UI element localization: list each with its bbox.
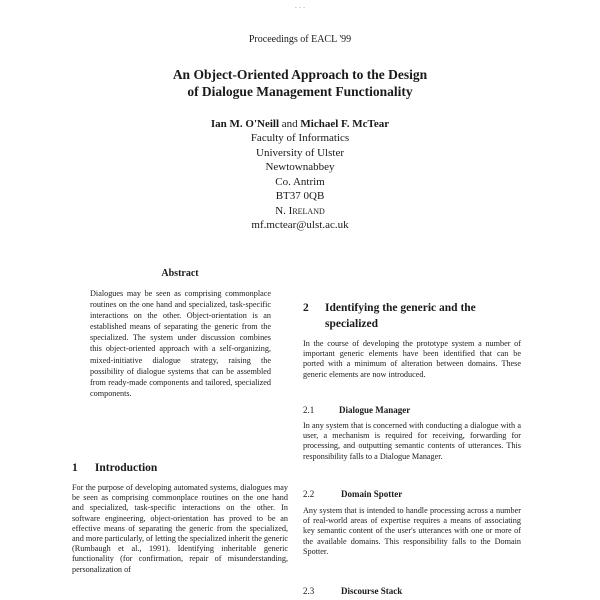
affiliation-line: Newtownabbey	[265, 161, 335, 173]
title-line-2: of Dialogue Management Functionality	[187, 84, 413, 99]
subsection-2-2-number: 2.2	[303, 489, 315, 499]
section-2-title-line-1: Identifying the generic and the	[325, 302, 476, 314]
section-1-title: Introduction	[94, 462, 158, 474]
subsection-2-2-text: Any system that is intended to handle processing across a number of real-world areas of expertise requires a means of associating key semantic content of the user's utterances with one or more of the available domains. This responsibility falls to the Domain Spotter.	[303, 506, 521, 556]
subsection-2-2-title: Domain Spotter	[341, 489, 403, 499]
subsection-2-3-title: Discourse Stack	[341, 586, 403, 596]
subsection-2-2-heading	[303, 489, 523, 499]
author-conjunction: and	[281, 118, 298, 130]
author-2: Michael F. McTear	[300, 118, 390, 130]
affiliation-line: Co. Antrim	[275, 175, 325, 188]
page-top-mark: · · ·	[294, 4, 306, 12]
subsection-2-1-title: Dialogue Manager	[339, 405, 411, 415]
abstract-heading: Abstract	[161, 268, 199, 279]
section-2-title-line-2: specialized	[325, 318, 379, 330]
paper-title	[0, 66, 600, 100]
section-1-text: For the purpose of developing automated systems, dialogues may be seen as comprising commonplace routines on the one hand and specialized, task-specific interactions on the other. In software engineering, object-orientation has proved to be an effective means of separating the generic from the specialized, and more particularly, of letting the specialized inherit the generic (Rumbaugh et al., 1991). Identifying inheritable generic functionality (for confirmation, repair of misunderstanding, personalization of	[72, 483, 288, 574]
subsection-2-1-text: In any system that is concerned with conducting a dialogue with a user, a mechanism is required for receiving, forwarding for processing, and outputting semantic contents of utterances. This responsibility falls to a Dialogue Manager.	[303, 421, 521, 461]
affiliation-line: BT37 0QB	[275, 190, 325, 202]
author-line	[0, 117, 600, 131]
subsection-2-1-heading	[303, 405, 523, 415]
author-email: mf.mctear@ulst.ac.uk	[251, 219, 349, 231]
section-2-text: In the course of developing the prototype system a number of important generic elements have been identified that can be ported with a minimum of alteration between domains. These generic elements are now introduced.	[303, 339, 521, 379]
affiliation-line: University of Ulster	[256, 146, 344, 159]
affiliation-block	[0, 131, 600, 233]
proceedings-header: Proceedings of EACL '99	[248, 34, 352, 45]
affiliation-line: N. Ireland	[275, 204, 325, 217]
section-1-number: 1	[72, 462, 78, 474]
subsection-2-3-heading	[303, 586, 523, 596]
subsection-2-3-number: 2.3	[303, 586, 315, 596]
section-2-heading	[303, 300, 533, 332]
section-1-heading	[72, 462, 292, 474]
author-1: Ian M. O'Neill	[210, 118, 280, 130]
abstract-text: Dialogues may be seen as comprising commonplace routines on the one hand and specialized, task-specific interactions on the other. Object-orientation is an established means of separating the generic from the specialized. The system under discussion combines this object-oriented approach with a self-organizing, mixed-initiative dialogue strategy, raising the possibility of dialogue systems that can be assembled from ready-made components and tailored, specialized components.	[90, 289, 271, 398]
affiliation-line: Faculty of Informatics	[250, 132, 350, 144]
title-line-1: An Object-Oriented Approach to the Design	[172, 67, 428, 82]
section-2-number: 2	[303, 302, 309, 314]
subsection-2-1-number: 2.1	[303, 405, 315, 415]
